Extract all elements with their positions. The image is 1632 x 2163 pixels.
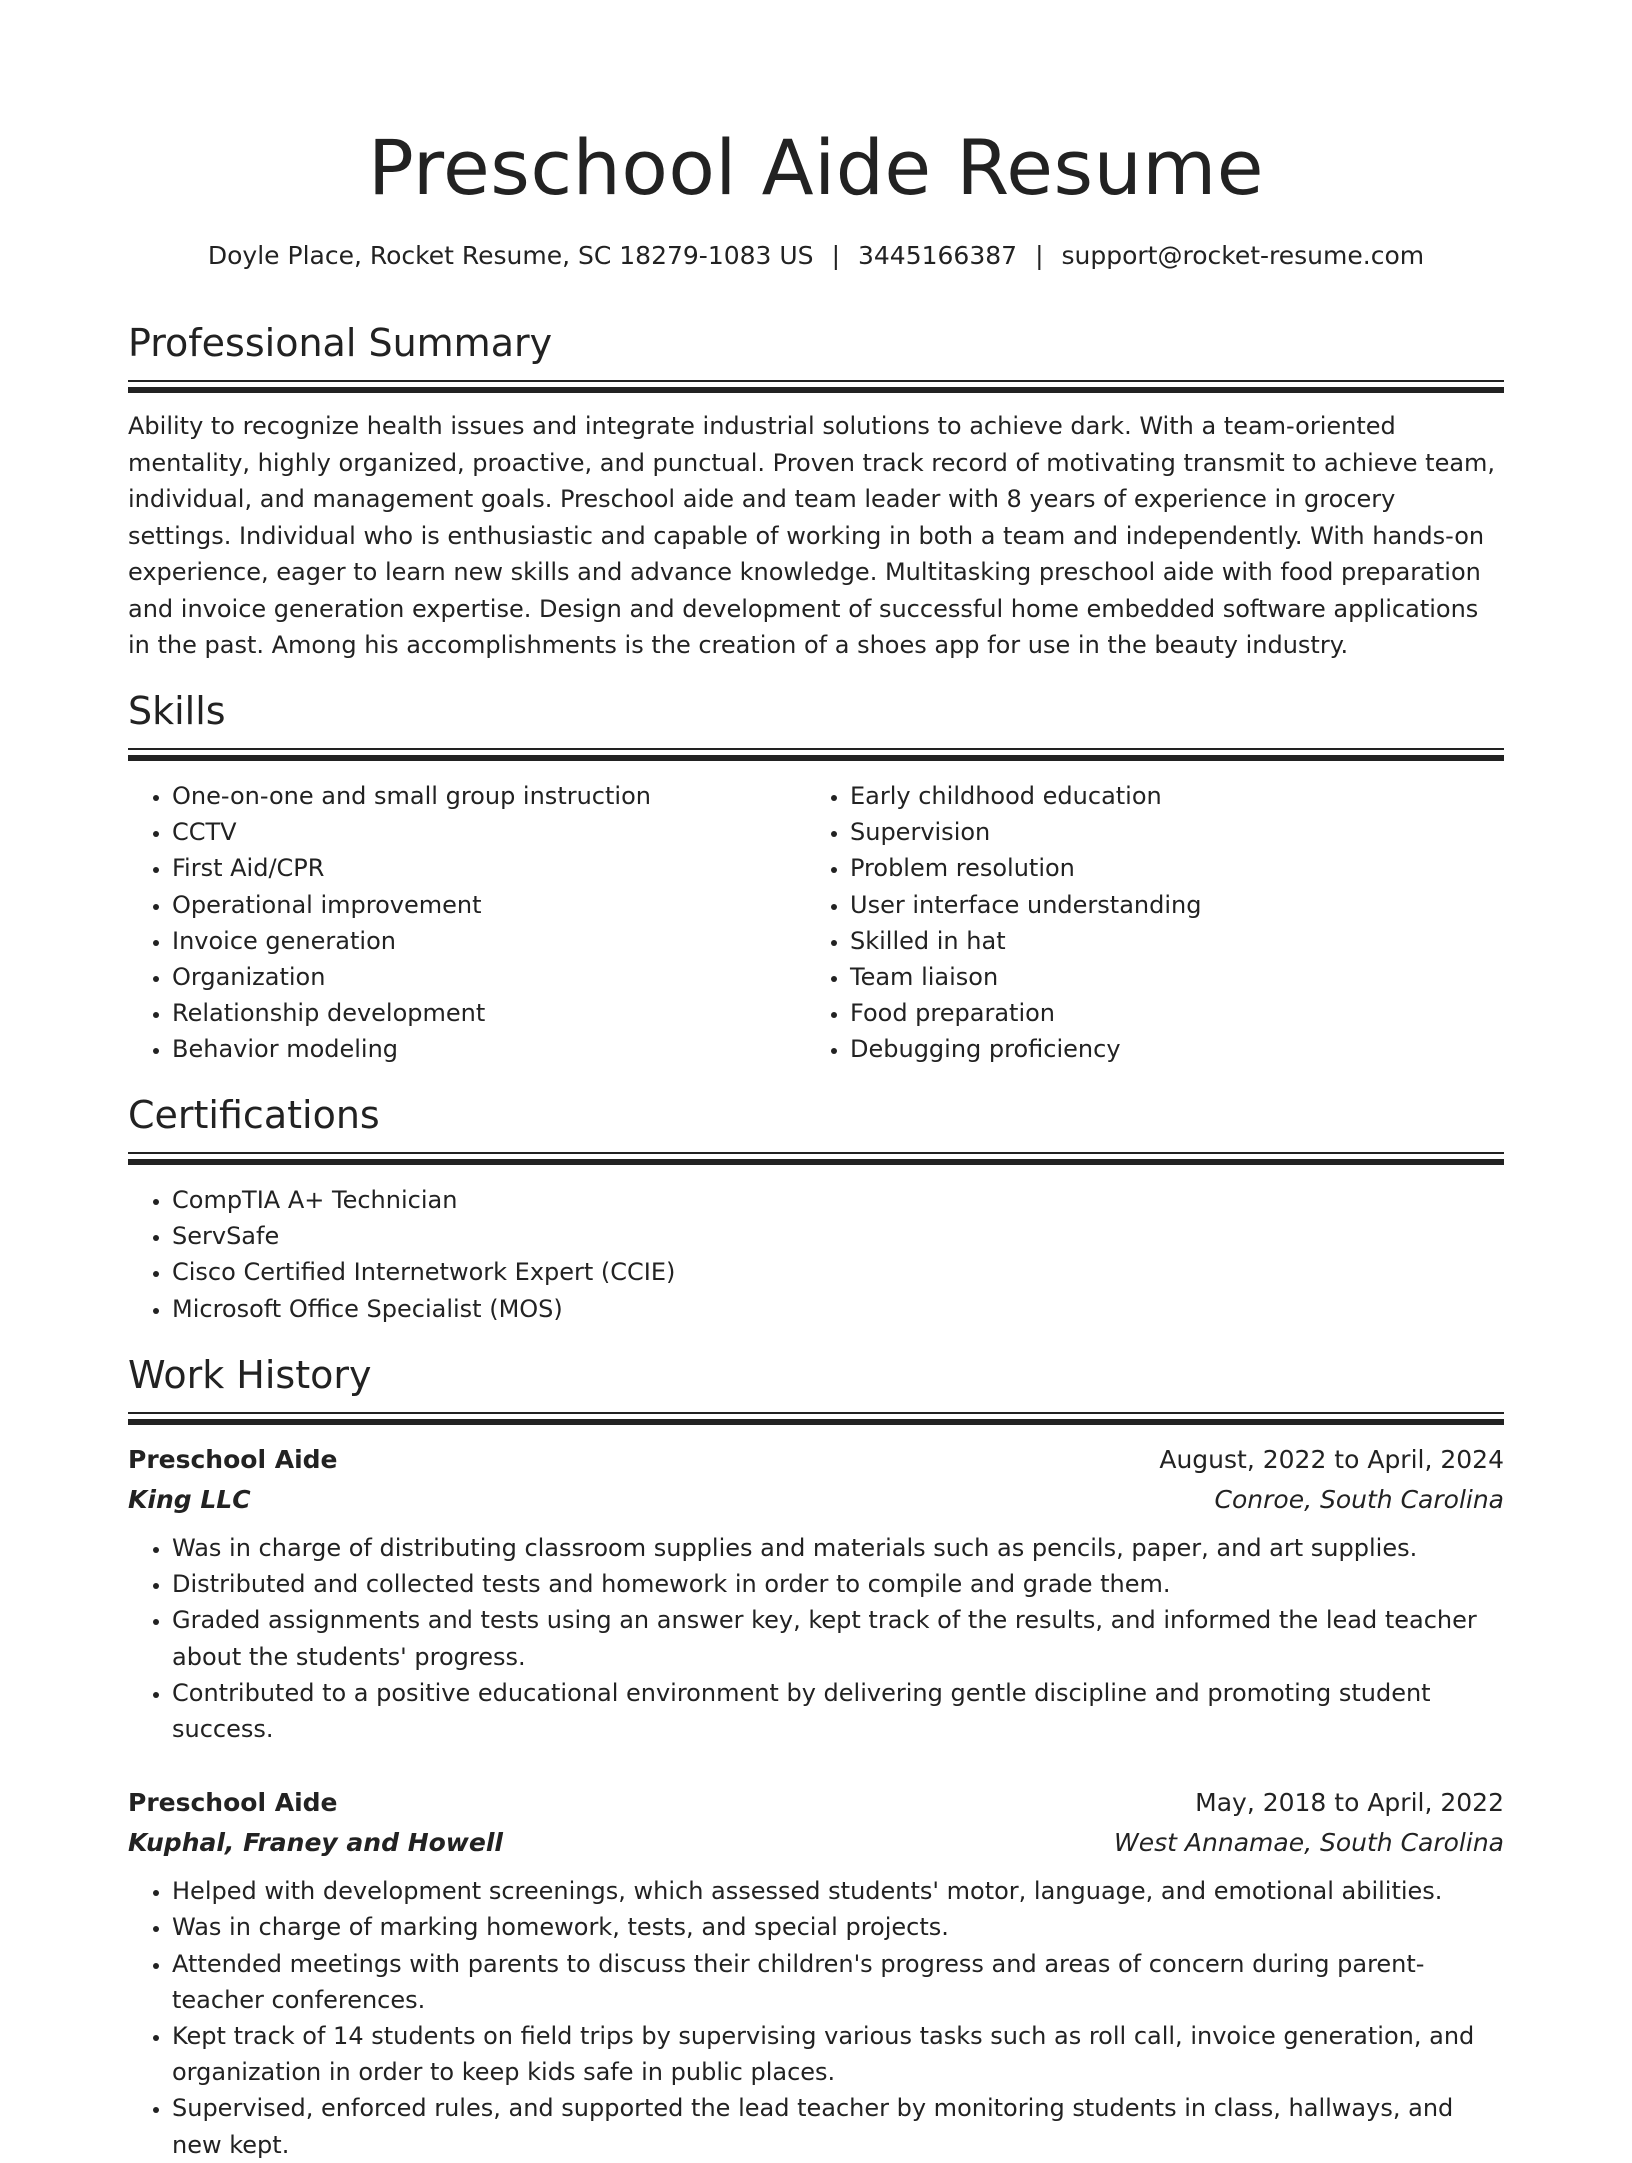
contact-line	[128, 238, 1504, 274]
section-heading-certifications: Certifications	[128, 1093, 380, 1137]
job-location: West Annamae, South Carolina	[1114, 1828, 1504, 1858]
contact-separator: |	[1035, 241, 1044, 270]
certifications-section	[128, 1090, 1504, 1327]
certification-item: • Cisco Certified Internetwork Expert (CCIE)	[172, 1254, 1504, 1290]
skill-item: • Skilled in hat	[850, 923, 1484, 959]
skill-item: • Relationship development	[172, 995, 806, 1031]
section-divider	[128, 748, 1504, 762]
job-duty-item: • Helped with development screenings, which assessed students' motor, language, and emotional abilities.	[172, 1873, 1504, 1909]
job-duty-item: • Distributed and collected tests and homework in order to compile and grade them.	[172, 1566, 1504, 1602]
skill-item: • One-on-one and small group instruction	[172, 778, 806, 814]
skill-item: • Debugging proficiency	[850, 1031, 1484, 1067]
job-company-row	[128, 1823, 1504, 1863]
skills-column-left	[128, 778, 806, 1068]
summary-section	[128, 318, 1504, 664]
work-history-section	[128, 1350, 1504, 2163]
job-duty-item: • Attended meetings with parents to discuss their children's progress and areas of concern during parent-teacher conferences.	[172, 1946, 1504, 2018]
skill-item: • User interface understanding	[850, 887, 1484, 923]
summary-text: Ability to recognize health issues and integrate industrial solutions to achieve dark. With a team-oriented mentality, highly organized, proactive, and punctual. Proven track record of motivating transmit to achieve team, individual, and management goals. Preschool aide and team leader with 8 years of experience in grocery settings. Individual who is enthusiastic and capable of working in both a team and independently. With hands-on experience, eager to learn new skills and advance knowledge. Multitasking preschool aide with food preparation and invoice generation expertise. Design and development of successful home embedded software applications in the past. Among his accomplishments is the creation of a shoes app for use in the beauty industry.	[128, 412, 1496, 659]
skill-item: • CCTV	[172, 814, 806, 850]
job-duty-item: • Contributed to a positive educational environment by delivering gentle discipline and promoting student success.	[172, 1675, 1504, 1747]
certification-item: • CompTIA A+ Technician	[172, 1182, 1504, 1218]
job-header-row	[128, 1440, 1504, 1480]
section-heading-skills: Skills	[128, 689, 226, 733]
skill-item: • First Aid/CPR	[172, 850, 806, 886]
skill-item: • Organization	[172, 959, 806, 995]
skills-column-right	[806, 778, 1484, 1068]
skills-section	[128, 686, 1504, 1068]
skill-item: • Problem resolution	[850, 850, 1484, 886]
job-duty-item: • Supervised, enforced rules, and supported the lead teacher by monitoring students in class, hallways, and new kept.	[172, 2090, 1504, 2162]
section-divider	[128, 1412, 1504, 1426]
job-duties-list	[128, 1530, 1504, 1747]
certifications-list	[128, 1182, 1504, 1327]
job-duties-list	[128, 1873, 1504, 2163]
job-location: Conroe, South Carolina	[1214, 1485, 1504, 1514]
job-duty-item: • Graded assignments and tests using an answer key, kept track of the results, and informed the lead teacher about the students' progress.	[172, 1602, 1504, 1674]
job-duty-item: • Kept track of 14 students on field trips by supervising various tasks such as roll call, invoice generation, and organization in order to keep kids safe in public places.	[172, 2018, 1504, 2090]
skills-columns	[128, 778, 1504, 1068]
job-company: King LLC	[128, 1485, 251, 1514]
job-entry	[128, 1440, 1504, 1747]
contact-email: support@rocket-resume.com	[1061, 241, 1425, 270]
skills-list-left	[128, 778, 806, 1068]
contact-phone: 3445166387	[858, 241, 1018, 270]
job-duty-item: • Was in charge of marking homework, tests, and special projects.	[172, 1909, 1504, 1945]
job-dates: May, 2018 to April, 2022	[1195, 1788, 1504, 1818]
job-header-row	[128, 1783, 1504, 1823]
contact-separator: |	[831, 241, 840, 270]
skill-item: • Food preparation	[850, 995, 1484, 1031]
skill-item: • Invoice generation	[172, 923, 806, 959]
section-divider	[128, 1152, 1504, 1166]
job-company-row	[128, 1480, 1504, 1520]
job-company: Kuphal, Franey and Howell	[128, 1828, 503, 1858]
certification-item: • Microsoft Office Specialist (MOS)	[172, 1291, 1504, 1327]
resume-title: Preschool Aide Resume	[367, 123, 1265, 212]
skill-item: • Supervision	[850, 814, 1484, 850]
section-divider	[128, 380, 1504, 394]
skill-item: • Team liaison	[850, 959, 1484, 995]
job-dates: August, 2022 to April, 2024	[1159, 1445, 1504, 1474]
skill-item: • Operational improvement	[172, 887, 806, 923]
skills-list-right	[806, 778, 1484, 1068]
job-duty-item: • Was in charge of distributing classroom supplies and materials such as pencils, paper, and art supplies.	[172, 1530, 1504, 1566]
certification-item: • ServSafe	[172, 1218, 1504, 1254]
job-title: Preschool Aide	[128, 1445, 338, 1474]
job-title: Preschool Aide	[128, 1788, 338, 1818]
section-heading-summary: Professional Summary	[128, 321, 553, 365]
skill-item: • Behavior modeling	[172, 1031, 806, 1067]
contact-address: Doyle Place, Rocket Resume, SC 18279-1083 US	[207, 241, 814, 270]
skill-item: • Early childhood education	[850, 778, 1484, 814]
job-entry	[128, 1783, 1504, 2163]
section-heading-work-history: Work History	[128, 1353, 372, 1397]
